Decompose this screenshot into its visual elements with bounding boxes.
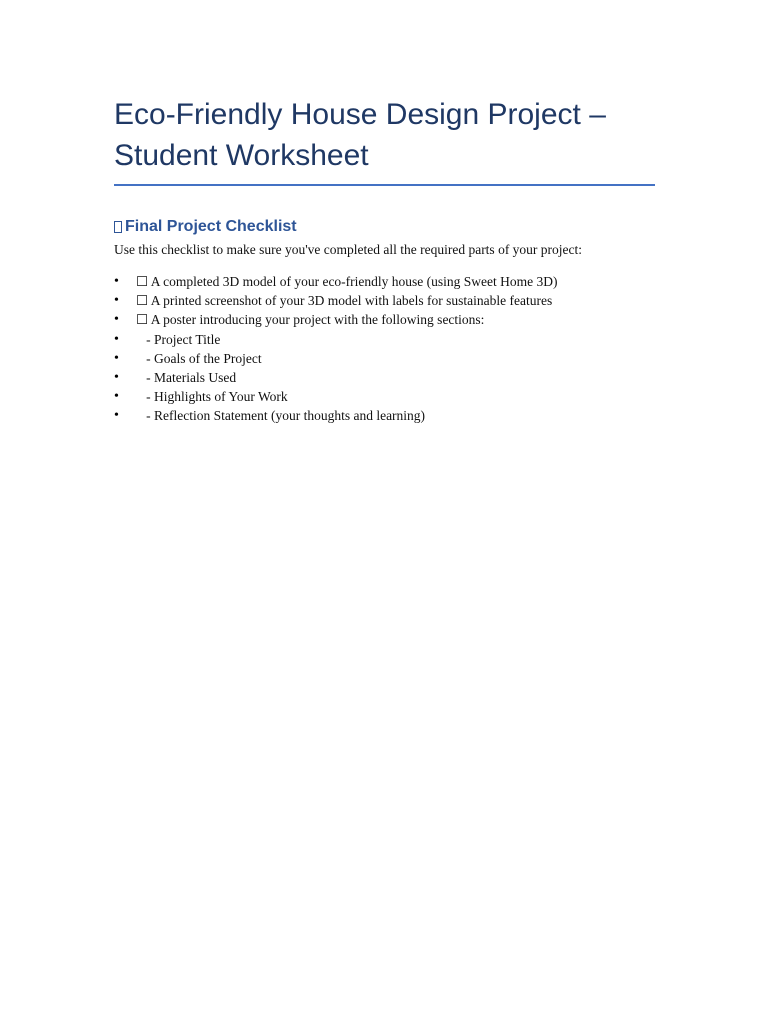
checklist bbox=[114, 272, 654, 426]
list-item-text: - Reflection Statement (your thoughts and learning) bbox=[136, 408, 426, 424]
list-item-text: ☐ A printed screenshot of your 3D model with labels for sustainable features bbox=[136, 293, 553, 309]
document-title: Eco-Friendly House Design Project – Student Worksheet bbox=[114, 98, 606, 172]
list-item bbox=[114, 310, 654, 329]
section-heading bbox=[114, 217, 654, 237]
list-item bbox=[114, 387, 654, 406]
list-item-text: ☐ A poster introducing your project with the following sections: bbox=[136, 312, 485, 328]
bullet-icon: • bbox=[114, 370, 119, 386]
section-heading-text: Final Project Checklist bbox=[125, 218, 297, 235]
title-underline bbox=[114, 184, 655, 186]
list-item bbox=[114, 330, 654, 349]
list-item bbox=[114, 291, 654, 310]
list-item-text: - Materials Used bbox=[136, 370, 237, 386]
bullet-icon: • bbox=[114, 293, 119, 309]
bullet-icon: • bbox=[114, 274, 119, 289]
list-item-text: - Project Title bbox=[136, 331, 221, 347]
bullet-icon: • bbox=[114, 389, 119, 405]
list-item bbox=[114, 272, 654, 291]
checkbox-icon bbox=[114, 221, 122, 233]
list-item bbox=[114, 368, 654, 387]
list-item-text: ☐ A completed 3D model of your eco-friendly house (using Sweet Home 3D) bbox=[136, 274, 558, 289]
list-item-text: - Goals of the Project bbox=[136, 350, 262, 366]
bullet-icon: • bbox=[114, 350, 119, 366]
list-item bbox=[114, 349, 654, 368]
intro-paragraph: Use this checklist to make sure you've completed all the required parts of your project: bbox=[114, 242, 583, 257]
bullet-icon: • bbox=[114, 408, 119, 424]
list-item bbox=[114, 406, 654, 425]
list-item-text: - Highlights of Your Work bbox=[136, 389, 288, 405]
bullet-icon: • bbox=[114, 331, 119, 347]
bullet-icon: • bbox=[114, 312, 119, 328]
